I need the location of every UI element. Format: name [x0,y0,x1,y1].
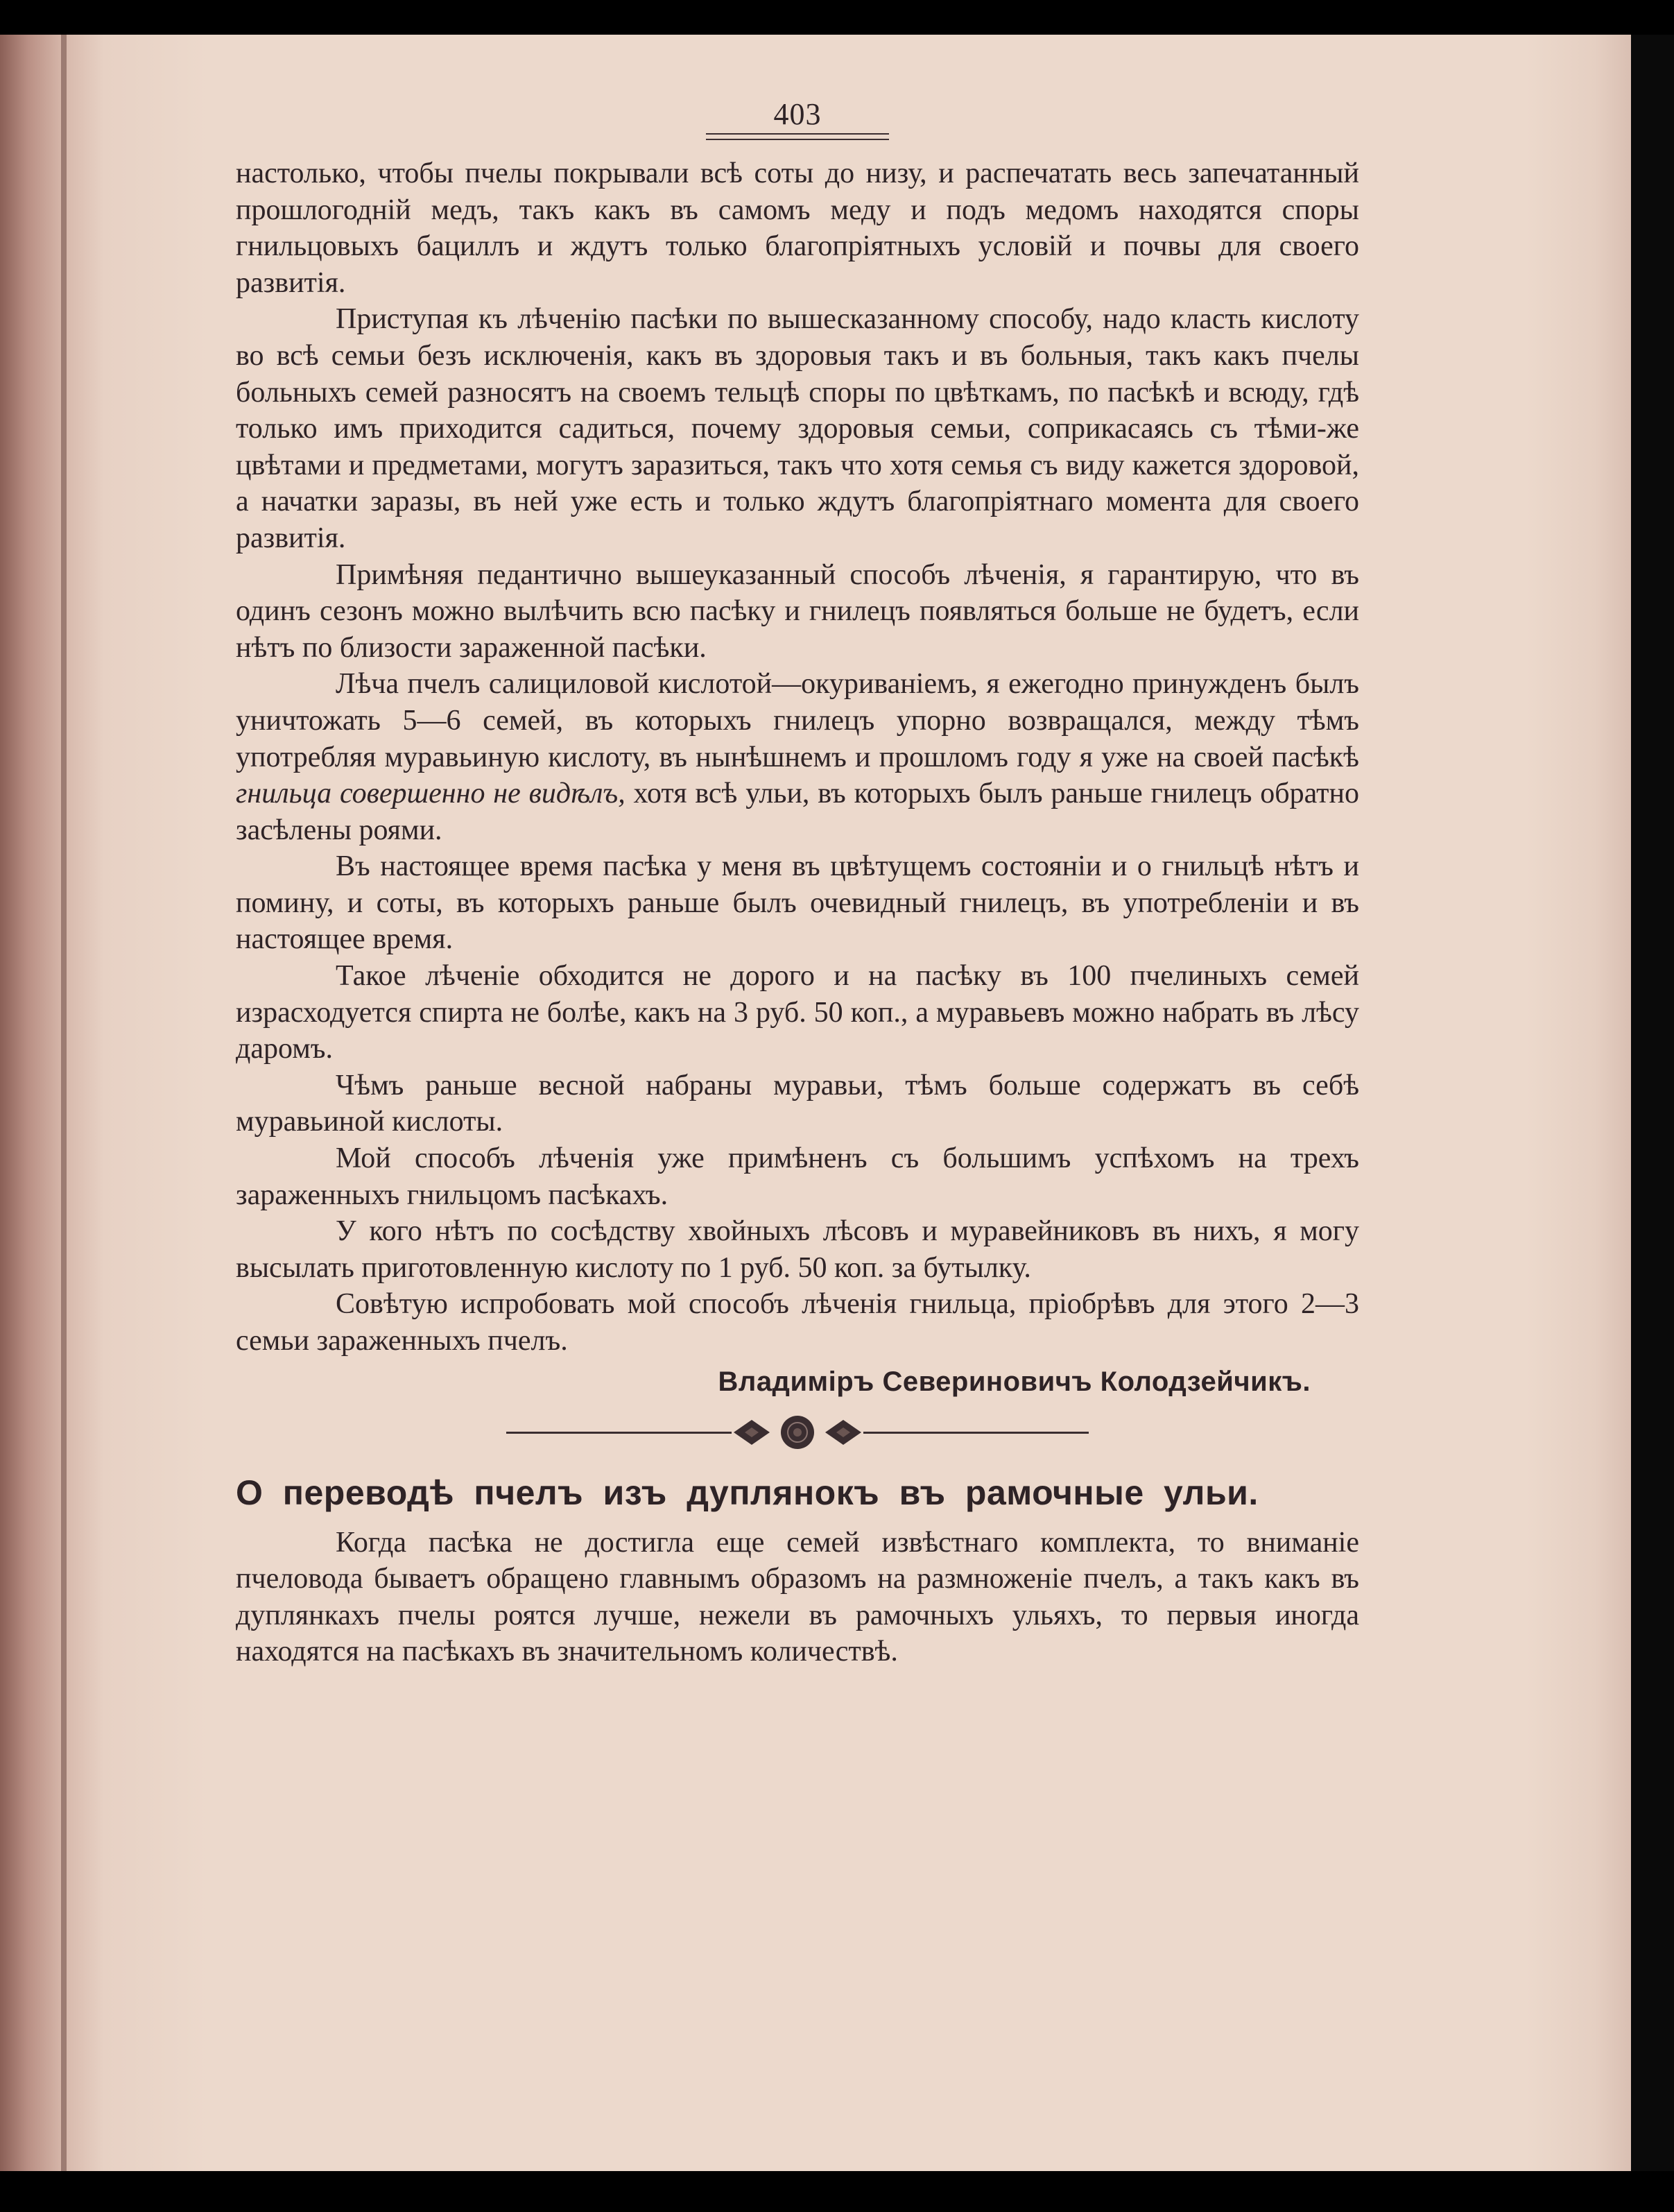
paragraph: Въ настоящее время пасѣка у меня въ цвѣтущемъ состояніи и о гнильцѣ нѣтъ и помину, и соты, въ которыхъ раньше былъ очевидный гнилецъ, въ употребленіи и въ настоящее время. [236,850,1359,956]
book-page [236,97,1359,1670]
page-number-rule [706,133,889,140]
paragraph: Когда пасѣка не достигла еще семей извѣстнаго комплекта, то вниманіе пчеловода бываетъ обращено главнымъ образомъ на размноженіе пчелъ, а такъ какъ въ дуплянкахъ пчелы роятся лучше, нежели въ рамочныхъ ульяхъ, то первыя иногда находятся на пасѣкахъ въ значительномъ количествѣ. [236,1526,1359,1668]
ornamental-divider [236,1408,1359,1450]
paragraph: Мой способъ лѣченія уже примѣненъ съ большимъ успѣхомъ на трехъ зараженныхъ гнильцомъ пасѣкахъ. [236,1142,1359,1211]
page-number: 403 [773,97,822,131]
paragraph: Примѣняя педантично вышеуказанный способъ лѣченія, я гарантирую, что въ одинъ сезонъ можно вылѣчить всю пасѣку и гнилецъ появляться больше не будетъ, если нѣтъ по близости зараженной пасѣки. [236,558,1359,664]
paragraph: Чѣмъ раньше весной набраны муравьи, тѣмъ больше содержатъ въ себѣ муравьиной кислоты. [236,1069,1359,1138]
author-signature: Владиміръ Севериновичъ Колодзейчикъ. [718,1366,1311,1397]
scan-border [1631,35,1674,2171]
paragraph [236,666,1359,848]
article-body [236,155,1359,1360]
section-heading: О переводѣ пчелъ изъ дуплянокъ въ рамочные ульи. [236,1473,1259,1512]
section-body [236,1525,1359,1670]
paragraph: Приступая къ лѣченію пасѣки по вышесказанному способу, надо класть кислоту во всѣ семьи безъ исключенія, какъ въ здоровыя такъ и въ больныя, такъ какъ пчелы больныхъ семей разносятъ на своемъ тельцѣ споры по цвѣткамъ, по пасѣкѣ и всюду, гдѣ только имъ приходится садиться, почему здоровыя семьи, соприкасаясь съ тѣми-же цвѣтами и предметами, могутъ заразиться, такъ что хотя семья съ виду кажется здоровой, а начатки заразы, въ ней уже есть и только ждутъ благопріятнаго момента для своего развитія. [236,303,1359,554]
paragraph: настолько, чтобы пчелы покрывали всѣ соты до низу, и распечатать весь запечатанный прошлогодній медъ, такъ какъ въ самомъ меду и подъ медомъ находятся споры гнильцовыхъ бациллъ и ждутъ только благопріятныхъ условій и почвы для своего развитія. [236,157,1359,299]
paragraph: Такое лѣченіе обходится не дорого и на пасѣку въ 100 пчелиныхъ семей израсходуется спирта не болѣе, какъ на 3 руб. 50 коп., а муравьевъ можно набрать въ лѣсу даромъ. [236,960,1359,1065]
paragraph: У кого нѣтъ по сосѣдству хвойныхъ лѣсовъ и муравейниковъ въ нихъ, я могу высылать приготовленную кислоту по 1 руб. 50 коп. за бутылку. [236,1215,1359,1284]
paragraph-text: Лѣча пчелъ салициловой кислотой—окуриваніемъ, я ежегодно принужденъ былъ уничтожать 5—6 семей, въ которыхъ гнилецъ упорно возвращался, между тѣмъ употребляя муравьиную кислоту, въ нынѣшнемъ и прошломъ году я уже на своей пасѣкѣ [236,668,1359,773]
divider-line-right [863,1432,1089,1434]
paragraph: Совѣтую испробовать мой способъ лѣченія гнильца, пріобрѣвъ для этого 2—3 семьи зараженныхъ пчелъ. [236,1288,1359,1357]
divider-line-left [506,1432,732,1434]
ornament-icon [732,1414,863,1451]
book-spine-shadow [61,35,67,2171]
paragraph-text: хотя всѣ ульи, въ которыхъ былъ раньше гнилецъ обратно засѣлены роями. [236,778,1359,846]
emphasized-text: гнильца совершенно не видѣлъ, [236,778,625,810]
